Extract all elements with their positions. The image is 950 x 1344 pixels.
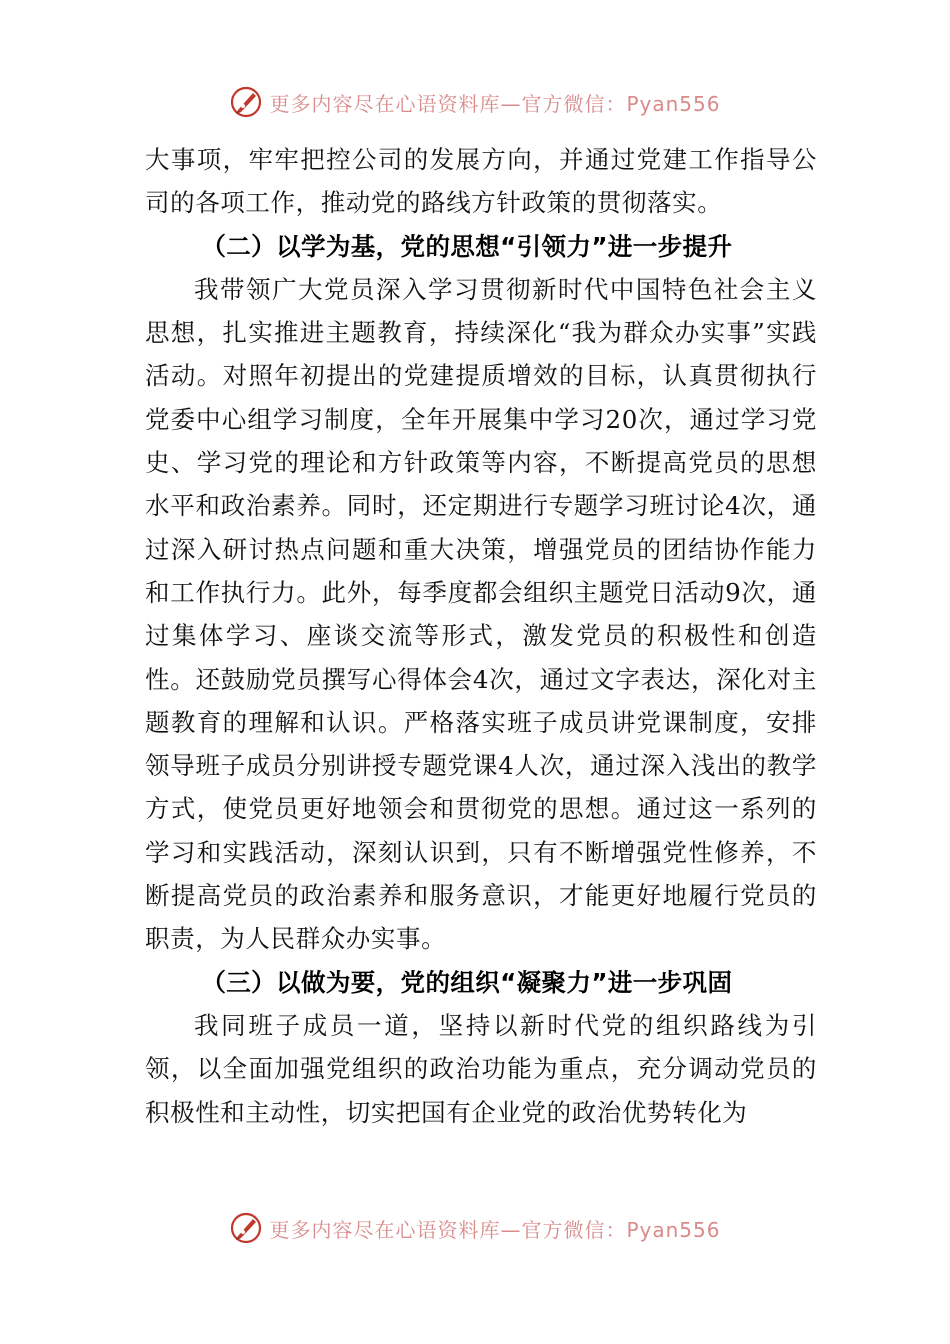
paragraph-section-2: 我带领广大党员深入学习贯彻新时代中国特色社会主义思想，扎实推进主题教育，持续深化“我为群众办实事”实践活动。对照年初提出的党建提质增效的目标，认真贯彻执行党委中心组学习制度，全年开展集中学习20次，通过学习党史、学习党的理论和方针政策等内容，不断提高党员的思想水平和政治素养。同时，还定期进行专题学习班讨论4次，通过深入研讨热点问题和重大决策，增强党员的团结协作能力和工作执行力。此外，每季度都会组织主题党日活动9次，通过集体学习、座谈交流等形式，激发党员的积极性和创造性。还鼓励党员撰写心得体会4次，通过文字表达，深化对主题教育的理解和认识。严格落实班子成员讲党课制度，安排领导班子成员分别讲授专题党课4人次，通过深入浅出的教学方式，使党员更好地领会和贯彻党的思想。通过这一系列的学习和实践活动，深刻认识到，只有不断增强党性修养，不断提高党员的政治素养和服务意识，才能更好地履行党员的职责，为人民群众办实事。	[145, 274, 817, 954]
watermark-header	[0, 84, 950, 120]
pen-circle-icon	[229, 85, 263, 119]
watermark-text: 更多内容尽在心语资料库—官方微信：Pyan556	[269, 91, 721, 116]
document-body	[145, 138, 817, 1134]
paragraph-section-3: 我同班子成员一道，坚持以新时代党的组织路线为引领，以全面加强党组织的政治功能为重点，充分调动党员的积极性和主动性，切实把国有企业党的政治优势转化为	[145, 1010, 817, 1127]
paragraph-intro: 大事项，牢牢把控公司的发展方向，并通过党建工作指导公司的各项工作，推动党的路线方针政策的贯彻落实。	[145, 145, 817, 218]
watermark-text: 更多内容尽在心语资料库—官方微信：Pyan556	[269, 1217, 721, 1242]
section-heading-2: （二）以学为基，党的思想“引领力”进一步提升	[201, 231, 733, 261]
pen-circle-icon	[229, 1211, 263, 1245]
section-heading-3: （三）以做为要，党的组织“凝聚力”进一步巩固	[201, 967, 733, 997]
watermark-footer	[0, 1210, 950, 1246]
